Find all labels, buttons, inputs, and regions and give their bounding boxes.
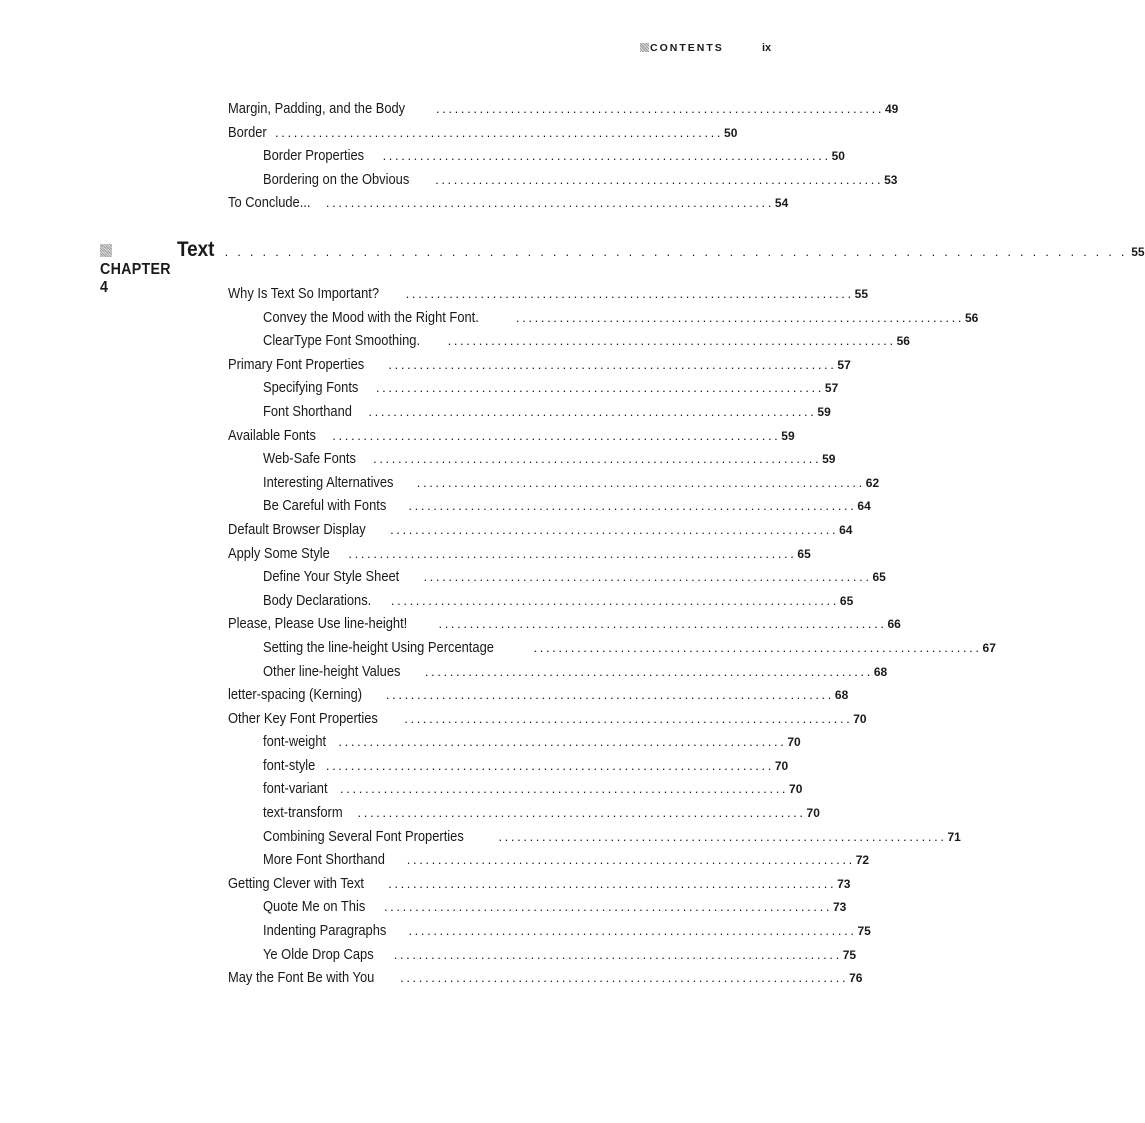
toc-entry-title: Web-Safe Fonts [263,450,356,468]
dot-leader [394,943,839,967]
toc-entry-page: 65 [839,593,854,608]
toc-entry-title: Setting the line-height Using Percentage [263,638,494,656]
toc-entry-page: 73 [837,876,851,891]
toc-entry-title: Font Shorthand [263,402,352,420]
toc-entry-page: 59 [822,452,836,467]
toc-entry-title: Available Fonts [228,426,316,444]
toc-entry-title: Bordering on the Obvious [263,170,410,188]
toc-entry-title: Be Careful with Fonts [263,497,387,515]
toc-entry-page: 50 [831,149,845,164]
toc-entry[interactable] [228,424,795,448]
toc-entry-page: 64 [839,522,853,537]
toc-entry-title: Quote Me on This [263,898,366,916]
toc-entry[interactable] [228,121,738,145]
toc-entry-title: To Conclude... [228,194,311,212]
toc-entry[interactable] [228,707,867,731]
toc-entry-page: 62 [865,475,880,490]
toc-entry[interactable] [228,144,845,168]
dot-leader [408,494,853,518]
toc-entry-title: Body Declarations. [263,591,372,609]
dot-leader [358,801,803,825]
toc-entry[interactable] [228,168,898,192]
toc-entry-page: 73 [832,900,847,915]
dot-leader [534,636,979,660]
toc-entry-page: 56 [896,334,910,349]
running-head-section: CONTENTS [650,42,724,54]
shaded-square-ornament [100,244,112,257]
dot-leader [404,707,849,731]
dot-leader [340,777,785,801]
dot-leader [408,919,853,943]
dot-leader [386,683,831,707]
toc-entry-page: 70 [774,758,789,773]
toc-entry-page: 68 [873,664,888,679]
toc-section-after [228,282,996,990]
dot-leader [326,191,771,215]
dot-leader [388,872,833,896]
toc-entry[interactable] [228,306,979,330]
dot-leader [406,282,851,306]
dot-leader [338,730,783,754]
dot-leader [390,518,835,542]
toc-entry-title: Margin, Padding, and the Body [228,100,406,117]
chapter-title: Text [177,238,215,261]
toc-entry-title: font-variant [263,780,328,798]
dot-leader [407,848,852,872]
toc-entry[interactable] [228,282,868,306]
toc-entry-page: 57 [824,381,839,396]
toc-entry[interactable] [228,919,871,943]
toc-entry[interactable] [228,518,853,542]
toc-entry-title: Combining Several Font Properties [263,827,464,845]
dot-leader [326,754,771,778]
toc-entry[interactable] [228,943,857,967]
toc-entry[interactable] [228,589,854,613]
toc-entry-page: 55 [854,287,868,301]
dot-leader [436,97,881,121]
toc-entry-title: Convey the Mood with the Right Font. [263,308,479,326]
toc-entry-page: 67 [982,640,996,655]
toc-entry-title: Define Your Style Sheet [263,568,400,586]
toc-entry-page: 59 [817,404,831,419]
toc-entry-page: 70 [789,782,803,797]
dot-leader [225,244,1128,259]
toc-entry-page: 53 [884,172,898,187]
toc-entry[interactable] [228,825,961,849]
toc-entry[interactable] [228,447,836,471]
toc-entry-page: 66 [887,617,901,632]
toc-entry-title: Primary Font Properties [228,355,365,373]
toc-entry[interactable] [228,801,820,825]
chapter-title-line [177,238,1145,262]
dot-leader [400,966,845,990]
toc-entry-page: 71 [947,829,961,844]
toc-entry-page: 65 [872,570,886,585]
toc-entry-title: Interesting Alternatives [263,473,394,491]
dot-leader [435,168,880,192]
toc-entry[interactable] [228,683,849,707]
toc-entry-title: Border Properties [263,147,365,165]
dot-leader [388,353,833,377]
toc-entry-page: 57 [837,357,851,372]
toc-entry-title: Indenting Paragraphs [263,922,387,940]
chapter-page-number: 55 [1131,245,1145,259]
dot-leader [368,400,813,424]
toc-entry-page: 75 [857,924,871,939]
dot-leader [438,612,883,636]
toc-entry-title: font-style [263,756,316,774]
dot-leader [516,306,961,330]
toc-entry-page: 59 [781,428,795,443]
dot-leader [384,895,829,919]
toc-entry-title: Getting Clever with Text [228,874,364,892]
toc-entry[interactable] [228,471,880,495]
toc-entry[interactable] [228,542,811,566]
toc-entry-title: font-weight [263,733,327,751]
toc-entry[interactable] [228,872,851,896]
toc-entry-title: Default Browser Display [228,520,366,538]
toc-entry[interactable] [228,636,996,660]
toc-entry-title: Border [228,123,267,141]
toc-entry-page: 54 [774,196,789,211]
running-head [640,42,780,58]
dot-leader [332,424,777,448]
toc-entry-page: 70 [853,711,867,726]
toc-entry-title: Please, Please Use line-height! [228,615,408,633]
toc-entry-page: 72 [855,853,870,868]
toc-entry-title: May the Font Be with You [228,969,375,987]
shaded-square-ornament [640,43,649,52]
toc-entry-title: More Font Shorthand [263,851,385,869]
toc-entry[interactable] [228,660,888,684]
toc-entry-title: text-transform [263,804,343,822]
toc-entry[interactable] [228,895,847,919]
toc-entry[interactable] [228,329,910,353]
dot-leader [348,542,793,566]
toc-entry-page: 70 [787,735,801,750]
toc-entry-page: 49 [884,102,899,116]
toc-entry-page: 68 [834,688,849,703]
toc-entry[interactable] [228,730,801,754]
toc-entry-title: Why Is Text So Important? [228,285,380,302]
toc-entry[interactable] [228,966,863,990]
dot-leader [425,660,870,684]
toc-entry-page: 64 [857,499,871,514]
dot-leader [448,329,893,353]
toc-entry[interactable] [228,376,839,400]
toc-entry[interactable] [228,848,870,872]
toc-entry-title: Other Key Font Properties [228,709,378,727]
toc-entry[interactable] [228,565,886,589]
toc-entry-title: ClearType Font Smoothing. [263,332,421,350]
dot-leader [417,471,862,495]
toc-entry[interactable] [228,353,851,377]
toc-entry-title: letter-spacing (Kerning) [228,686,363,704]
dot-leader [423,565,868,589]
toc-entry[interactable] [228,191,789,215]
toc-entry[interactable] [228,612,901,636]
toc-entry[interactable] [228,97,899,121]
toc-entry-title: Ye Olde Drop Caps [263,945,374,963]
dot-leader [275,121,720,145]
toc-entry-title: Other line-height Values [263,662,401,680]
toc-entry-page: 75 [842,947,857,962]
dot-leader [391,589,836,613]
chapter-label [100,243,171,297]
toc-entry-page: 65 [797,546,811,561]
toc-entry-title: Apply Some Style [228,544,330,562]
toc-entry-page: 70 [806,806,820,821]
page-number: ix [762,42,772,54]
toc-entry[interactable] [228,754,789,778]
toc-entry[interactable] [228,400,831,424]
dot-leader [373,447,818,471]
chapter-label-text: CHAPTER 4 [100,261,171,296]
toc-entry[interactable] [228,494,871,518]
toc-entry[interactable] [228,777,803,801]
toc-entry-page: 50 [724,125,738,140]
toc-entry-title: Specifying Fonts [263,379,359,397]
toc-entry-page: 56 [964,310,979,325]
dot-leader [498,825,943,849]
toc-section-before [228,97,899,215]
dot-leader [376,376,821,400]
dot-leader [383,144,828,168]
toc-entry-page: 76 [849,971,863,986]
